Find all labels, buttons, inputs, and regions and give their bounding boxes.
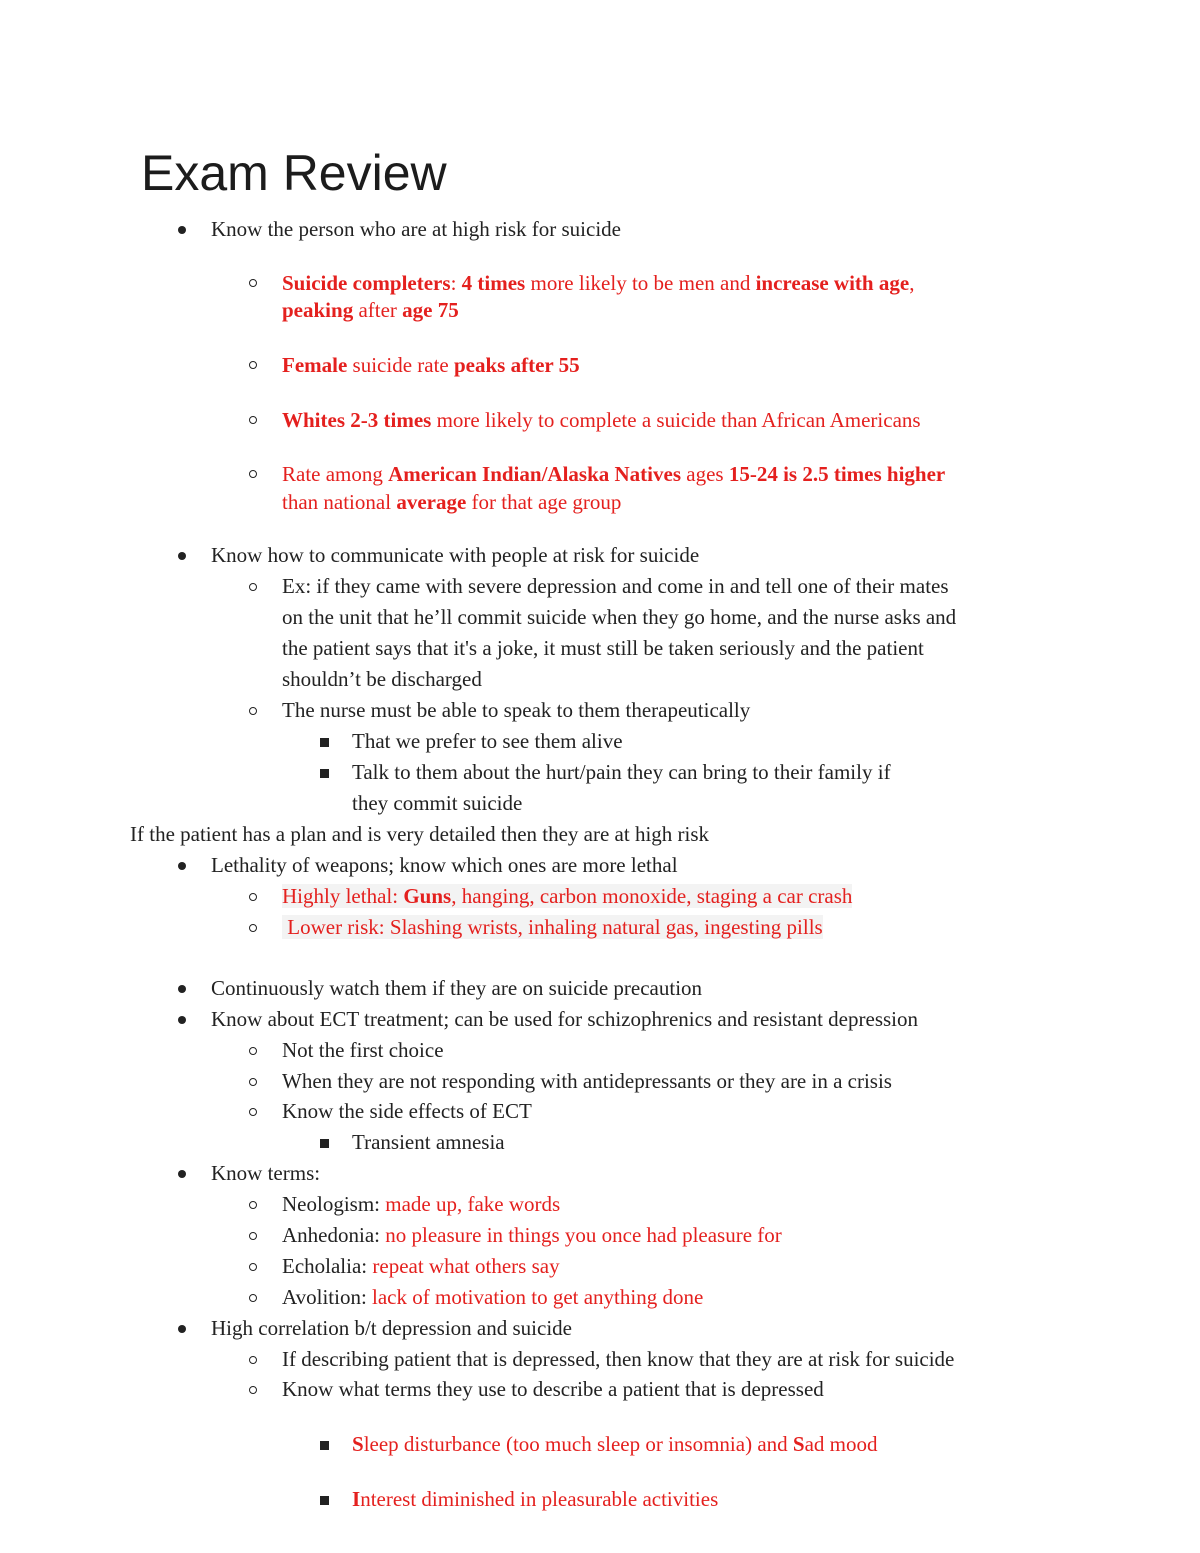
bullet-dot	[178, 985, 186, 993]
text: ,	[909, 271, 915, 295]
list-item	[352, 1484, 718, 1515]
bullet-circle	[249, 361, 257, 369]
definition: repeat what others say	[372, 1254, 560, 1278]
term: Neologism:	[282, 1192, 386, 1216]
term: Anhedonia:	[282, 1223, 386, 1247]
list-item: High correlation b/t depression and suicide	[211, 1316, 572, 1340]
bullet-circle	[249, 583, 257, 591]
highlighted-text: Lower risk: Slashing wrists, inhaling natural gas, ingesting pills	[282, 915, 823, 939]
bullet-circle	[249, 707, 257, 715]
term: Avolition:	[282, 1285, 373, 1309]
bullet-dot	[178, 862, 186, 870]
emphasis: Guns	[403, 884, 452, 908]
list-item: If describing patient that is depressed, then know that they are at risk for suicide	[282, 1347, 955, 1371]
bullet-circle	[249, 1201, 257, 1209]
term-item	[282, 1251, 560, 1282]
emphasis: age 75	[402, 298, 459, 322]
emphasis: average	[396, 490, 467, 514]
definition: made up, fake words	[385, 1192, 561, 1216]
list-item: Know about ECT treatment; can be used for schizophrenics and resistant depression	[211, 1007, 918, 1031]
emphasis: 15-24 is 2.5 times higher	[728, 462, 946, 486]
list-item: The nurse must be able to speak to them therapeutically	[282, 698, 751, 722]
emphasis: peaks after 55	[454, 353, 580, 377]
bullet-circle	[249, 893, 257, 901]
list-item-continuation	[282, 487, 621, 518]
emphasis: Suicide completers	[282, 271, 451, 295]
bullet-dot	[178, 1016, 186, 1024]
bullet-circle	[249, 279, 257, 287]
bullet-dot	[178, 552, 186, 560]
text: after	[353, 298, 403, 322]
definition: lack of motivation to get anything done	[372, 1285, 704, 1309]
emphasis: American Indian/Alaska Natives	[388, 462, 681, 486]
bullet-circle	[249, 924, 257, 932]
text: more likely to complete a suicide than African Americans	[431, 408, 921, 432]
bullet-circle	[249, 416, 257, 424]
bullet-dot	[178, 1170, 186, 1178]
text: Highly lethal:	[282, 884, 404, 908]
page-title: Exam Review	[141, 145, 447, 201]
list-item: That we prefer to see them alive	[352, 729, 623, 753]
term-item	[282, 1282, 703, 1313]
list-item: Know what terms they use to describe a patient that is depressed	[282, 1377, 824, 1401]
list-item	[282, 405, 921, 436]
bullet-dot	[178, 226, 186, 234]
list-item: Talk to them about the hurt/pain they can bring to their family if	[352, 760, 891, 784]
bullet-square	[320, 1496, 329, 1505]
bullet-circle	[249, 1108, 257, 1116]
term-item	[282, 1220, 782, 1251]
text: for that age group	[466, 490, 622, 514]
list-item	[282, 350, 580, 381]
list-item: Lethality of weapons; know which ones are more lethal	[211, 853, 678, 877]
list-item: When they are not responding with antidepressants or they are in a crisis	[282, 1069, 892, 1093]
bullet-circle	[249, 470, 257, 478]
emphasis: increase with age	[755, 271, 910, 295]
list-item: Know how to communicate with people at risk for suicide	[211, 543, 700, 567]
list-item-continuation	[282, 295, 459, 326]
bullet-square	[320, 738, 329, 747]
bullet-square	[320, 1441, 329, 1450]
bullet-dot	[178, 1325, 186, 1333]
list-item: Transient amnesia	[352, 1130, 505, 1154]
list-item-continuation: on the unit that he’ll commit suicide when they go home, and the nurse asks and	[282, 605, 957, 629]
list-item: Ex: if they came with severe depression and come in and tell one of their mates	[282, 574, 949, 598]
bullet-square	[320, 769, 329, 778]
bullet-circle	[249, 1386, 257, 1394]
text: ad mood	[804, 1432, 878, 1456]
definition: no pleasure in things you once had pleasure for	[385, 1223, 782, 1247]
list-item: Know the side effects of ECT	[282, 1099, 532, 1123]
bullet-circle	[249, 1294, 257, 1302]
list-item: Know the person who are at high risk for suicide	[211, 217, 621, 241]
text: leep disturbance (too much sleep or insomnia) and	[363, 1432, 793, 1456]
list-item	[352, 1429, 878, 1460]
term: Echolalia:	[282, 1254, 373, 1278]
bullet-circle	[249, 1047, 257, 1055]
text: nterest diminished in pleasurable activities	[360, 1487, 719, 1511]
emphasis: S	[792, 1432, 805, 1456]
list-item-continuation: they commit suicide	[352, 791, 523, 815]
list-item-continuation: shouldn’t be discharged	[282, 667, 482, 691]
bullet-circle	[249, 1232, 257, 1240]
list-item: Not the first choice	[282, 1038, 444, 1062]
paragraph: If the patient has a plan and is very detailed then they are at high risk	[130, 822, 710, 846]
text: , hanging, carbon monoxide, staging a car crash	[451, 884, 853, 908]
list-item-continuation: the patient says that it's a joke, it must still be taken seriously and the patient	[282, 636, 924, 660]
text: more likely to be men and	[525, 271, 756, 295]
list-item	[282, 459, 945, 490]
bullet-circle	[249, 1078, 257, 1086]
text: suicide rate	[347, 353, 454, 377]
text: than national	[282, 490, 397, 514]
text: ages	[681, 462, 729, 486]
text: Rate among	[282, 462, 389, 486]
highlighted-text	[282, 884, 852, 908]
text: :	[450, 271, 462, 295]
emphasis: Whites 2-3 times	[282, 408, 432, 432]
bullet-square	[320, 1139, 329, 1148]
emphasis: I	[352, 1487, 361, 1511]
term-item	[282, 1189, 560, 1220]
list-item	[282, 881, 852, 912]
list-item: Continuously watch them if they are on suicide precaution	[211, 976, 703, 1000]
emphasis: S	[352, 1432, 364, 1456]
emphasis: 4 times	[461, 271, 526, 295]
list-item: Know terms:	[211, 1161, 321, 1185]
bullet-circle	[249, 1263, 257, 1271]
list-item	[282, 912, 823, 943]
emphasis: peaking	[282, 298, 354, 322]
emphasis: Female	[282, 353, 348, 377]
bullet-circle	[249, 1356, 257, 1364]
